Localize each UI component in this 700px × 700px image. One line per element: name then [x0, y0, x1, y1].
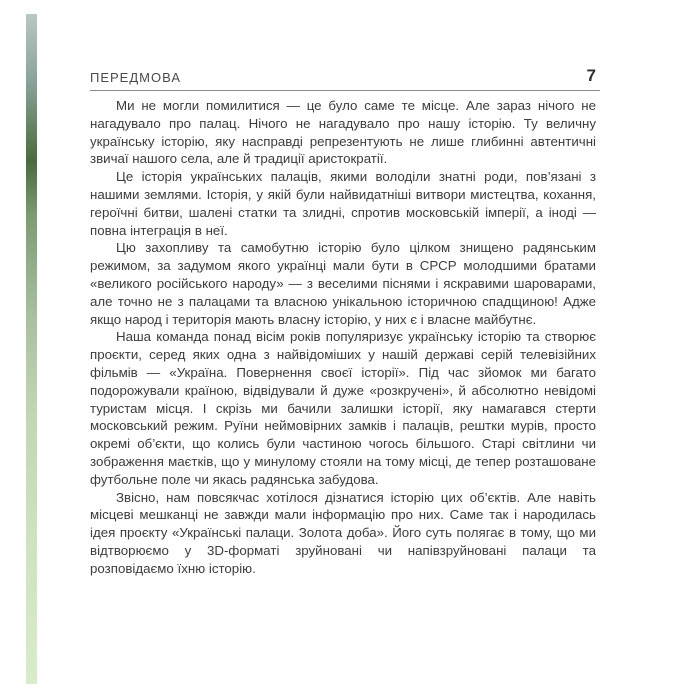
page-header	[90, 68, 600, 91]
paragraph: Це історія українських палаців, якими володіли знатні роди, пов’язані з нашими землями. Історія, у якій були найвидатніші витвори мистецтва, кохання, героїчні битви, шалені статки та злидні, спротив московській імперії, а іноді — повна інтеграція в неї.	[90, 169, 596, 238]
paragraph: Наша команда понад вісім років популяризує українську історію та створює проєкти, серед яких одна з найвідоміших у нашій державі серій телевізійних фільмів — «Україна. Повернення своєї історії». Під час зйомок ми багато подорожували країною, відвідували й дуже «розкручені», й абсолютно невідомі туристам місця. І скрізь ми бачили залишки історії, яку намагався стерти московський режим. Руїни неймовірних замків і палаців, рештки мурів, просто окремі об’єкти, що колись були частиною чогось більшого. Старі світлини чи зображення маєтків, що у минулому стояли на тому місці, де тепер розташоване футбольне поле чи якась радянська забудова.	[90, 329, 596, 487]
cover-photo-strip	[26, 14, 37, 684]
running-title: ПЕРЕДМОВА	[90, 70, 182, 85]
paragraph: Ми не могли помилитися — це було саме те місце. Але зараз нічого не нагадувало про палац. Нічого не нагадувало про нашу історію. Ту величну українську історію, яку насправді репрезентують не лише глибинні автентичні звичаї нашого села, але й традиції аристократії.	[90, 98, 596, 167]
paragraph: Звісно, нам повсякчас хотілося дізнатися історію цих об’єктів. Але навіть місцеві мешканці не завжди мали інформацію про них. Саме так і народилась ідея проєкту «Українські палаци. Золота доба». Його суть полягає в тому, що ми відтворюємо у 3D-форматі зруйновані чи напівзруйновані палаци та розповідаємо їхню історію.	[90, 489, 596, 576]
body-text	[90, 97, 596, 578]
page-number: 7	[586, 66, 596, 85]
paragraph: Цю захопливу та самобутню історію було цілком знищено радянським режимом, за задумом якого українці мали бути в СРСР молодшими братами «великого російського народу» — з веселими піснями і яскравими шароварами, але точно не з палацами та власною унікальною історичною спадщиною! Адже якщо народ і територія мають власну історію, у них є і власне майбутнє.	[90, 240, 596, 327]
